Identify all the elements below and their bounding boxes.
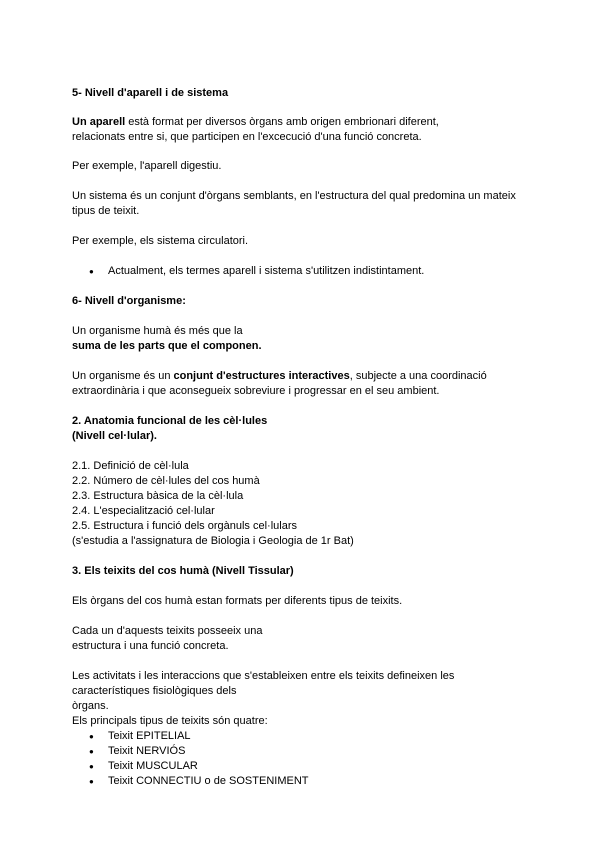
section2-heading-line2: (Nivell cel·lular). [72, 430, 157, 442]
section5-example-circulatori: Per exemple, els sistema circulatori. [72, 235, 249, 247]
section6-paragraph-2-line2: extraordinària i que aconsegueix sobreviure i progressar en el seu ambient. [72, 385, 440, 397]
section3-paragraph-3-line3: òrgans. [72, 700, 109, 712]
list-item: ● Actualment, els termes aparell i sistema s'utilitzen indistintament. [72, 264, 542, 279]
section3-heading: 3. Els teixits del cos humà (Nivell Tissular) [72, 565, 294, 577]
conjunt-bold: conjunt d'estructures interactives [173, 370, 350, 382]
aparell-bold: Un aparell [72, 116, 126, 128]
section6-heading: 6- Nivell d'organisme: [72, 295, 186, 307]
list-item: (s'estudia a l'assignatura de Biologia i Geologia de 1r Bat) [72, 535, 354, 547]
list-item: ● Teixit EPITELIAL [72, 729, 542, 744]
list-item: 2.3. Estructura bàsica de la cèl·lula [72, 490, 244, 502]
section5-paragraph-sistema: Un sistema és un conjunt d'òrgans semblants, en l'estructura del qual predomina un mateix [72, 190, 516, 202]
list-item: 2.5. Estructura i funció dels orgànuls cel·lulars [72, 520, 297, 532]
section5-paragraph-sistema-line2: tipus de teixit. [72, 205, 140, 217]
section5-paragraph-aparell-line2: relacionats entre si, que participen en l'excecució d'una funció concreta. [72, 131, 422, 143]
section6-paragraph-1-bold: suma de les parts que el componen. [72, 340, 262, 352]
section5-example-digestiu: Per exemple, l'aparell digestiu. [72, 160, 222, 172]
section3-paragraph-3-line2: característiques fisiològiques dels [72, 685, 237, 697]
section3-paragraph-2: Cada un d'aquests teixits posseeix una [72, 625, 263, 637]
section5-heading: 5- Nivell d'aparell i de sistema [72, 87, 229, 99]
list-item: ● Teixit NERVIÓS [72, 744, 542, 759]
section6-paragraph-1: Un organisme humà és més que la [72, 325, 243, 337]
list-item: 2.4. L'especialització cel·lular [72, 505, 215, 517]
list-item: ● Teixit MUSCULAR [72, 759, 542, 774]
section2-item-list [72, 459, 542, 549]
section3-paragraph-2-line2: estructura i una funció concreta. [72, 640, 229, 652]
section3-paragraph-4: Els principals tipus de teixits són quatre: [72, 715, 268, 727]
section3-paragraph-3: Les activitats i les interaccions que s'estableixen entre els teixits defineixen les [72, 670, 455, 682]
document-page [72, 86, 542, 789]
list-item: 2.1. Definició de cèl·lula [72, 460, 189, 472]
section5-paragraph-aparell: Un aparell està format per diversos òrgans amb origen embrionari diferent, [72, 116, 439, 128]
list-item: ● Teixit CONNECTIU o de SOSTENIMENT [72, 774, 542, 789]
section6-paragraph-2: Un organisme és un conjunt d'estructures interactives, subjecte a una coordinació [72, 370, 487, 382]
section5-bullet-list [72, 264, 542, 279]
section3-bullet-list [72, 729, 542, 789]
section3-paragraph-1: Els òrgans del cos humà estan formats per diferents tipus de teixits. [72, 595, 403, 607]
section2-heading: 2. Anatomia funcional de les cèl·lules [72, 415, 268, 427]
list-item: 2.2. Número de cèl·lules del cos humà [72, 475, 260, 487]
